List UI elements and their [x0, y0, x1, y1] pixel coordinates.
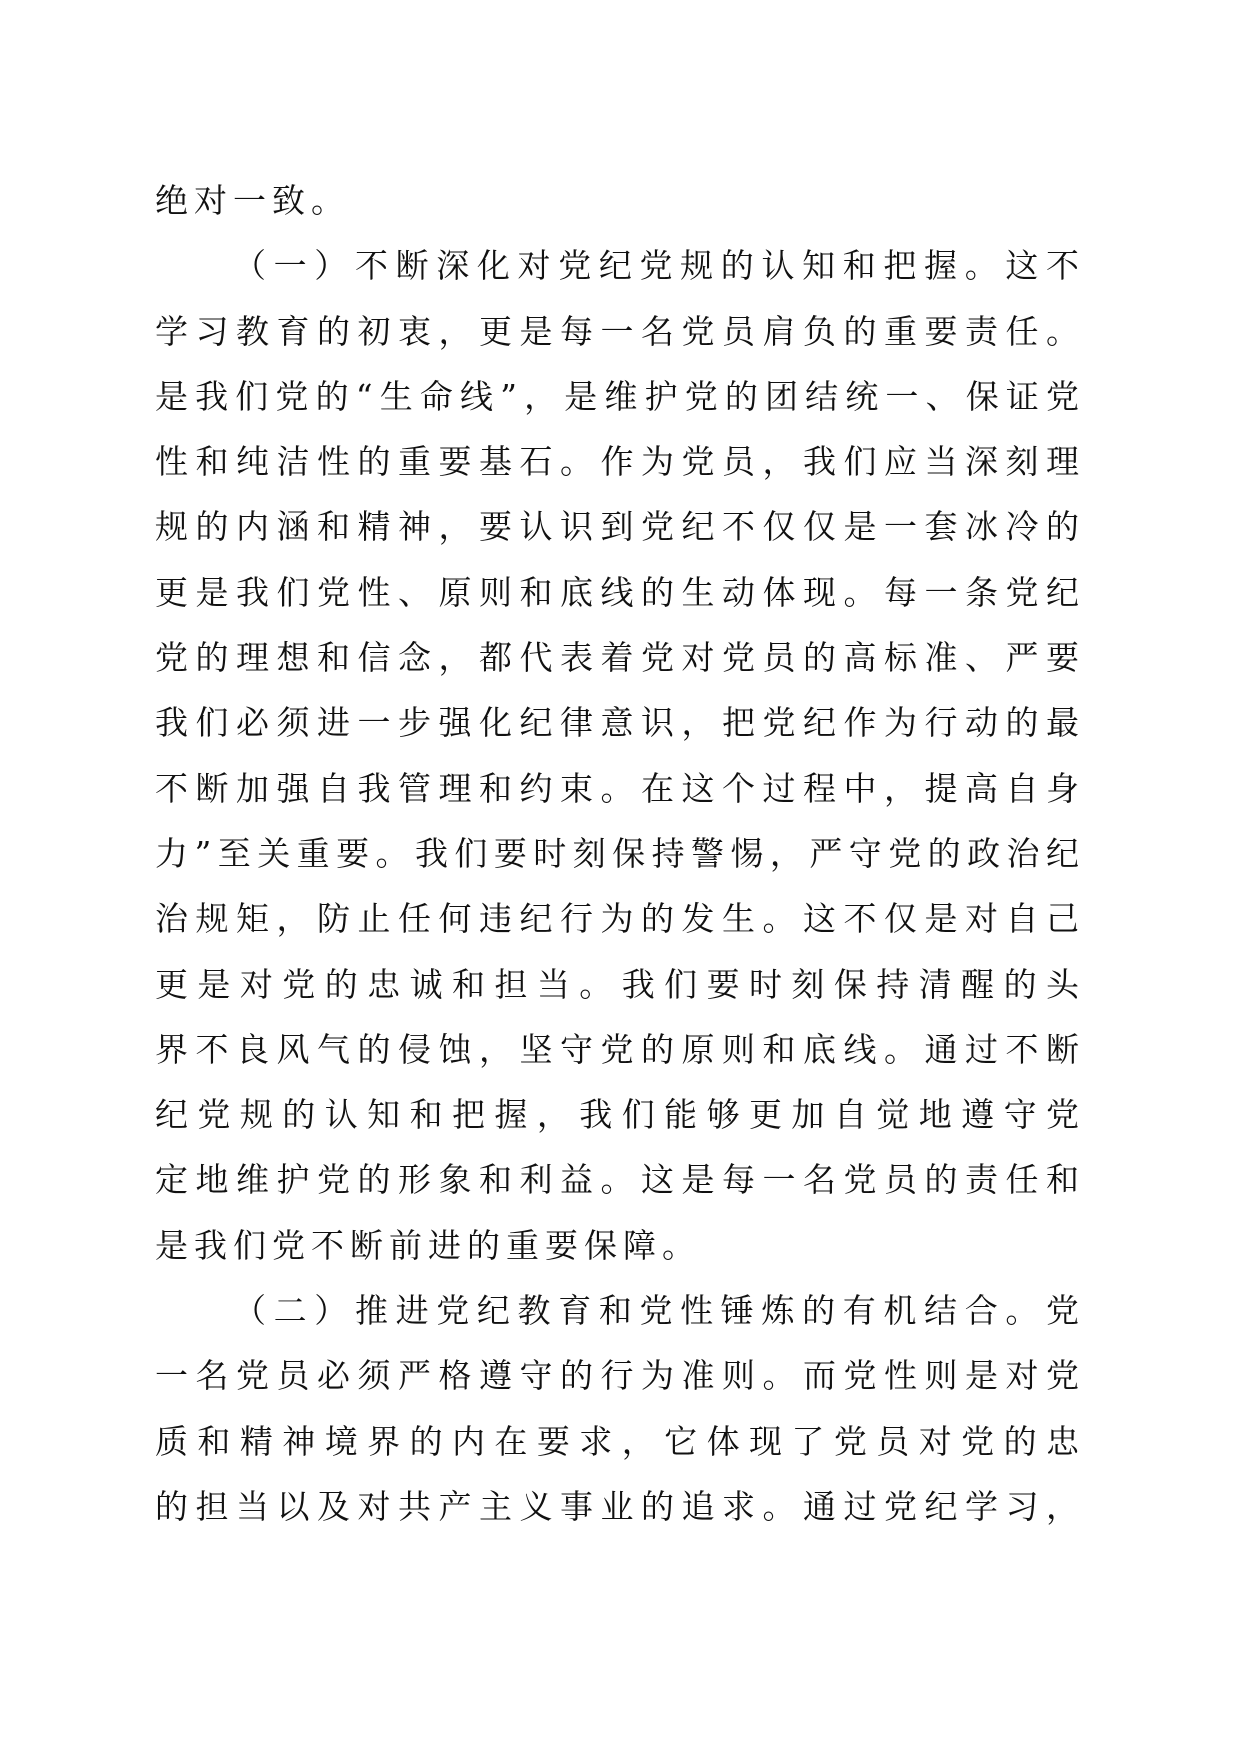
text-line: 纪党规的认知和把握，我们能够更加自觉地遵守党 [155, 1095, 1085, 1135]
text-line: 定地维护党的形象和利益。这是每一名党员的责任和 [155, 1160, 1085, 1200]
body-text [155, 168, 1085, 1539]
text-line: 界不良风气的侵蚀，坚守党的原则和底线。通过不断 [155, 1029, 1085, 1069]
text-line: （一）不断深化对党纪党规的认知和把握。这不 [233, 246, 1085, 286]
text-line: 学习教育的初衷，更是每一名党员肩负的重要责任。 [155, 311, 1085, 351]
text-line: 力”至关重要。我们要时刻保持警惕，严守党的政治纪 [155, 833, 1085, 873]
text-line: 规的内涵和精神，要认识到党纪不仅仅是一套冰冷的 [155, 507, 1085, 547]
text-line: 我们必须进一步强化纪律意识，把党纪作为行动的最 [155, 703, 1085, 743]
text-line: 不断加强自我管理和约束。在这个过程中，提高自身 [155, 768, 1085, 808]
text-line: 一名党员必须严格遵守的行为准则。而党性则是对党 [155, 1356, 1085, 1396]
text-line: 治规矩，防止任何违纪行为的发生。这不仅是对自己 [155, 899, 1085, 939]
text-line: 性和纯洁性的重要基石。作为党员，我们应当深刻理 [155, 442, 1085, 482]
text-line: 的担当以及对共产主义事业的追求。通过党纪学习， [155, 1486, 1085, 1526]
text-line: 党的理想和信念，都代表着党对党员的高标准、严要 [155, 638, 1085, 678]
text-line: （二）推进党纪教育和党性锤炼的有机结合。党 [233, 1291, 1085, 1331]
text-line: 质和精神境界的内在要求，它体现了党员对党的忠 [155, 1421, 1085, 1461]
text-line: 更是对党的忠诚和担当。我们要时刻保持清醒的头 [155, 964, 1085, 1004]
text-line: 是我们党不断前进的重要保障。 [155, 1225, 701, 1265]
text-line: 绝对一致。 [155, 181, 350, 220]
text-line: 更是我们党性、原则和底线的生动体现。每一条党纪 [155, 572, 1085, 612]
text-line: 是我们党的“生命线”，是维护党的团结统一、保证党 [155, 376, 1085, 416]
